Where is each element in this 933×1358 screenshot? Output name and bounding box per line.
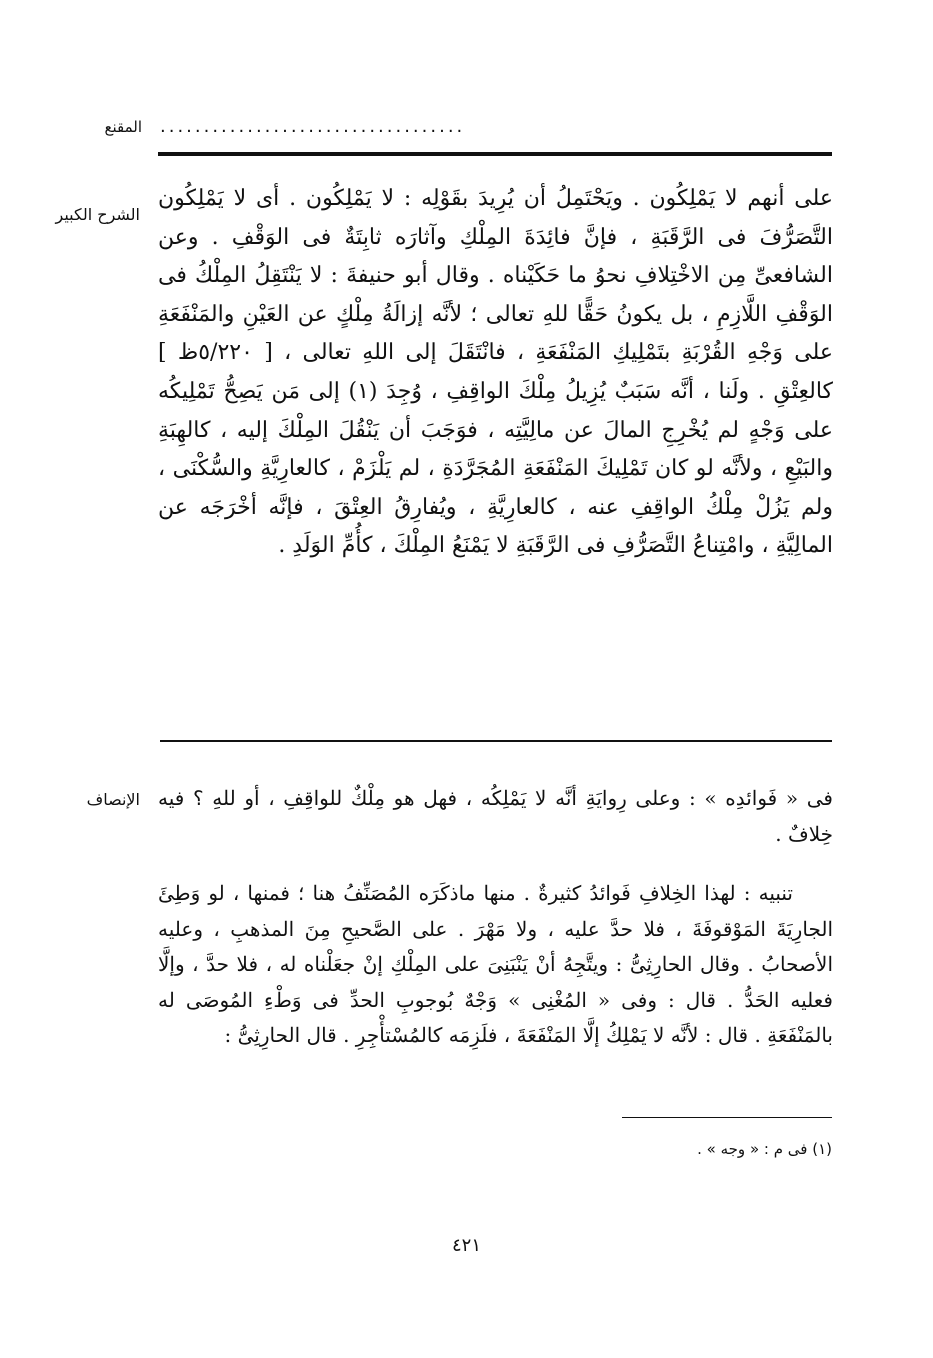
section-divider	[160, 740, 832, 742]
page-number: ٤٢١	[451, 1235, 481, 1256]
header-rule	[158, 152, 832, 156]
sharh-label: الشرح الكبير	[55, 205, 140, 224]
insaf-paragraph-1: فى « فَوائدِه » : وعلى رِوايَةِ أنَّه لا يَمْلِكُه ، فهل هو مِلْكٌ للواقِفِ ، أو للهِ ؟ فيه خِلافٌ .	[158, 786, 833, 846]
sharh-text-block	[158, 180, 833, 566]
insaf-label: الإنصاف	[86, 790, 140, 809]
header-title: المقنع	[104, 118, 142, 136]
insaf-paragraph-2: تنبيه : لهذا الخِلافِ فَوائدُ كثيرةٌ . منها ماذكَرَه المُصَنِّفُ هنا ؛ فمنها ، لو وَطِئَ الجارِيَةَ المَوْقوفَةَ ، فلا حدَّ عليه ، ولا مَهْرَ . على الصَّحيحِ مِنَ المذهبِ ، وعليه الأصحابُ . وقال الحارِثِىُّ : ويتَّجِهُ أنْ يَنْبَنِىَ على المِلْكِ إنْ جعَلْناه له ، فلا حدَّ ، وإلَّا فعليه الحَدُّ . قال : وفى « المُغْنِى » وَجْهٌ بُوجوبِ الحدِّ فى وَطْءِ المُوصَى له بالمَنْفَعَةِ . قال : لأنَّه لا يَمْلِكُ إلَّا المَنْفَعَةَ ، فلَزِمَه كالمُسْتأْجِرِ . قال الحارِثِىُّ :	[158, 881, 833, 1047]
running-header	[160, 112, 830, 142]
header-leader-dots: ...................................	[160, 116, 466, 137]
sharh-paragraph: على أنهم لا يَمْلِكُون . ويَحْتَمِلُ أن يُرِيدَ بقَوْلِه : لا يَمْلِكُون . أى لا يَمْلِكُون التَّصَرُّفَ فى الرَّقَبَةِ ، فإنَّ فائِدَةَ المِلْكِ وآثارَه ثابِتَةٌ فى الوَقْفِ . وعن الشافعىِّ مِن الاخْتِلافِ نحوُ ما حَكَيْناه . وقال أبو حنيفةَ : لا يَنْتَقِلُ المِلْكُ فى الوَقْفِ اللَّازِمِ ، بل يكونُ حَقًّا للهِ تعالى ؛ لأنَّه إزالَةُ مِلْكٍ عن العَيْنِ والمَنْفَعَةِ على وَجْهِ القُرْبَةِ بتَمْلِيكِ المَنْفَعَةِ ، فانْتَقَلَ إلى اللهِ تعالى ، [ ٥/٢٢٠ظ ] كالعِتْقِ . ولَنا ، أنَّه سَبَبٌ يُزِيلُ مِلْكَ الواقِفِ ، وُجِدَ (١) إلى مَن يَصِحُّ تَمْلِيكُه على وَجْهٍ لم يُخْرِجِ المالَ عن مالِيَّتِه ، فوَجَبَ أن يَنْقُلَ المِلْكَ إليه ، كالهِبَةِ والبَيْعِ ، ولأنَّه لو كان تَمْلِيكَ المَنْفَعَةِ المُجَرَّدَةِ ، لم يَلْزَمْ ، كالعارِيَّةِ والسُّكْنَى ، ولم يَزُلْ مِلْكُ الواقِفِ عنه ، كالعارِيَّةِ ، ويُفارِقُ العِتْقَ ، فإنَّه أخْرَجَه عن المالِيَّةِ ، وامْتِناعُ التَّصَرُّفِ فى الرَّقَبَةِ لا يَمْنَعُ المِلْكَ ، كأُمِّ الوَلَدِ .	[158, 186, 834, 559]
insaf-first-paragraph	[158, 780, 833, 852]
footnote-rule	[622, 1117, 832, 1118]
footnote: (١) فى م : « وجه » .	[697, 1140, 832, 1158]
insaf-second-paragraph	[158, 876, 833, 1054]
